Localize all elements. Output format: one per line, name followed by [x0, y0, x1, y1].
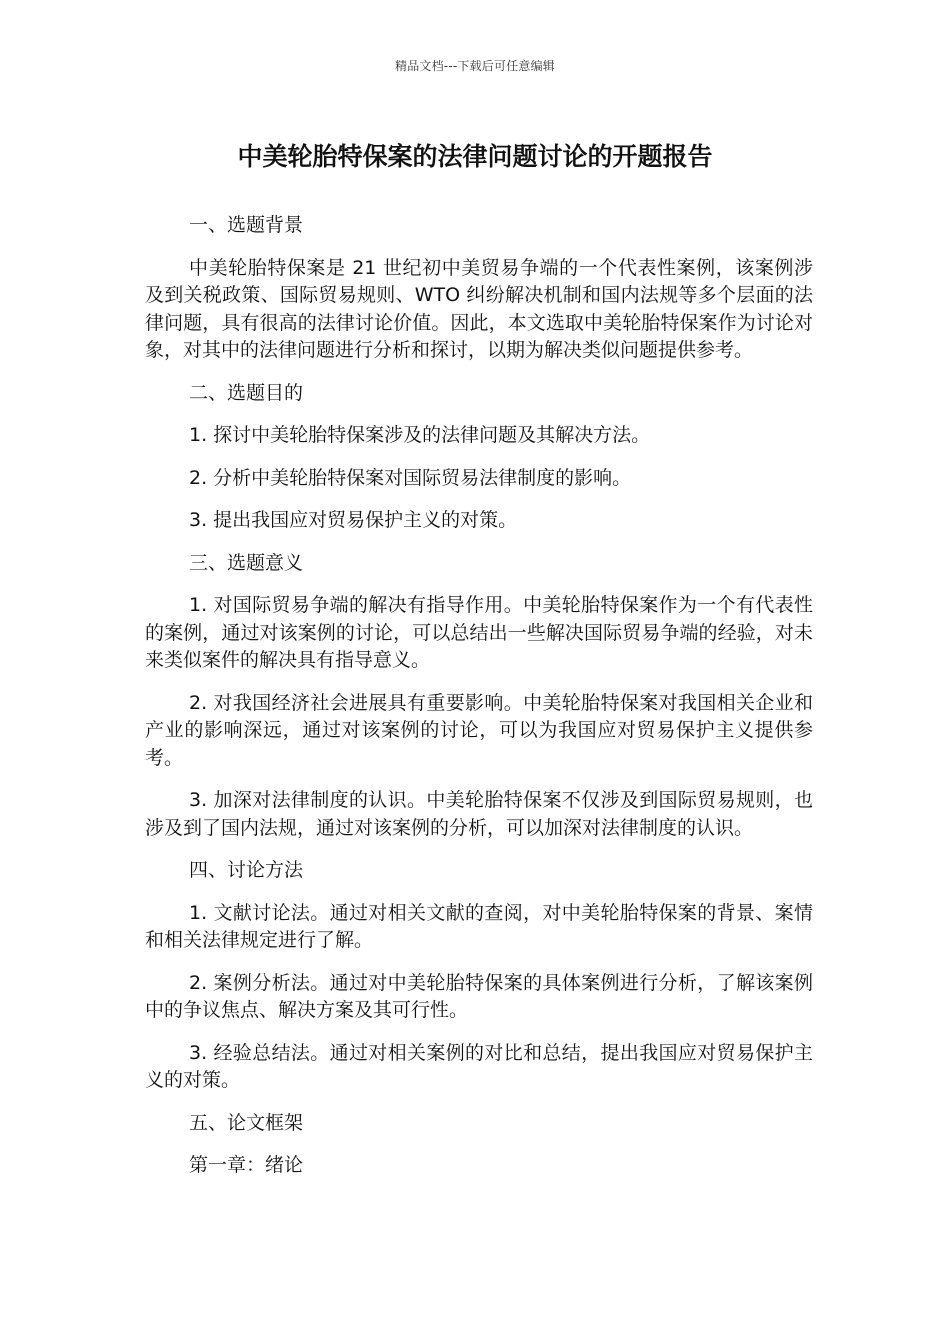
significance-item-2: 2. 对我国经济社会进展具有重要影响。中美轮胎特保案对我国相关企业和产业的影响深远，通过对该案例的讨论，可以为我国应对贸易保护主义提供参考。	[145, 691, 813, 769]
method-item-1: 1. 文献讨论法。通过对相关文献的查阅，对中美轮胎特保案的背景、案情和相关法律规定进行了解。	[145, 901, 813, 951]
section-heading-purpose: 二、选题目的	[189, 381, 304, 404]
method-item-3: 3. 经验总结法。通过对相关案例的对比和总结，提出我国应对贸易保护主义的对策。	[145, 1041, 813, 1091]
significance-item-3: 3. 加深对法律制度的认识。中美轮胎特保案不仅涉及到国际贸易规则，也涉及到了国内法规，通过对该案例的分析，可以加深对法律制度的认识。	[145, 789, 813, 839]
chapter-heading-1: 第一章：绪论	[189, 1154, 304, 1176]
section-heading-background: 一、选题背景	[189, 214, 304, 236]
section-heading-significance: 三、选题意义	[189, 551, 304, 574]
significance-item-1: 1. 对国际贸易争端的解决有指导作用。中美轮胎特保案作为一个有代表性的案例，通过对该案例的讨论，可以总结出一些解决国际贸易争端的经验，对未来类似案件的解决具有指导意义。	[145, 594, 813, 671]
purpose-item-2: 2. 分析中美轮胎特保案对国际贸易法律制度的影响。	[189, 466, 632, 489]
document-body	[145, 212, 813, 1195]
paragraph-background: 中美轮胎特保案是 21 世纪初中美贸易争端的一个代表性案例，该案例涉及到关税政策、国际贸易规则、WTO 纠纷解决机制和国内法规等多个层面的法律问题，具有很高的法律讨论价值。因此，本文选取中美轮胎特保案作为讨论对象，对其中的法律问题进行分析和探讨，以期为解决类似问题提供参考。	[145, 256, 813, 361]
purpose-item-1: 1. 探讨中美轮胎特保案涉及的法律问题及其解决方法。	[189, 424, 651, 446]
purpose-item-3: 3. 提出我国应对贸易保护主义的对策。	[189, 509, 518, 531]
section-heading-methods: 四、讨论方法	[189, 859, 304, 881]
method-item-2: 2. 案例分析法。通过对中美轮胎特保案的具体案例进行分析，了解该案例中的争议焦点、解决方案及其可行性。	[145, 971, 813, 1021]
section-heading-framework: 五、论文框架	[189, 1111, 304, 1134]
document-title: 中美轮胎特保案的法律问题讨论的开题报告	[237, 142, 713, 171]
header-note: 精品文档---下载后可任意编辑	[395, 59, 555, 73]
